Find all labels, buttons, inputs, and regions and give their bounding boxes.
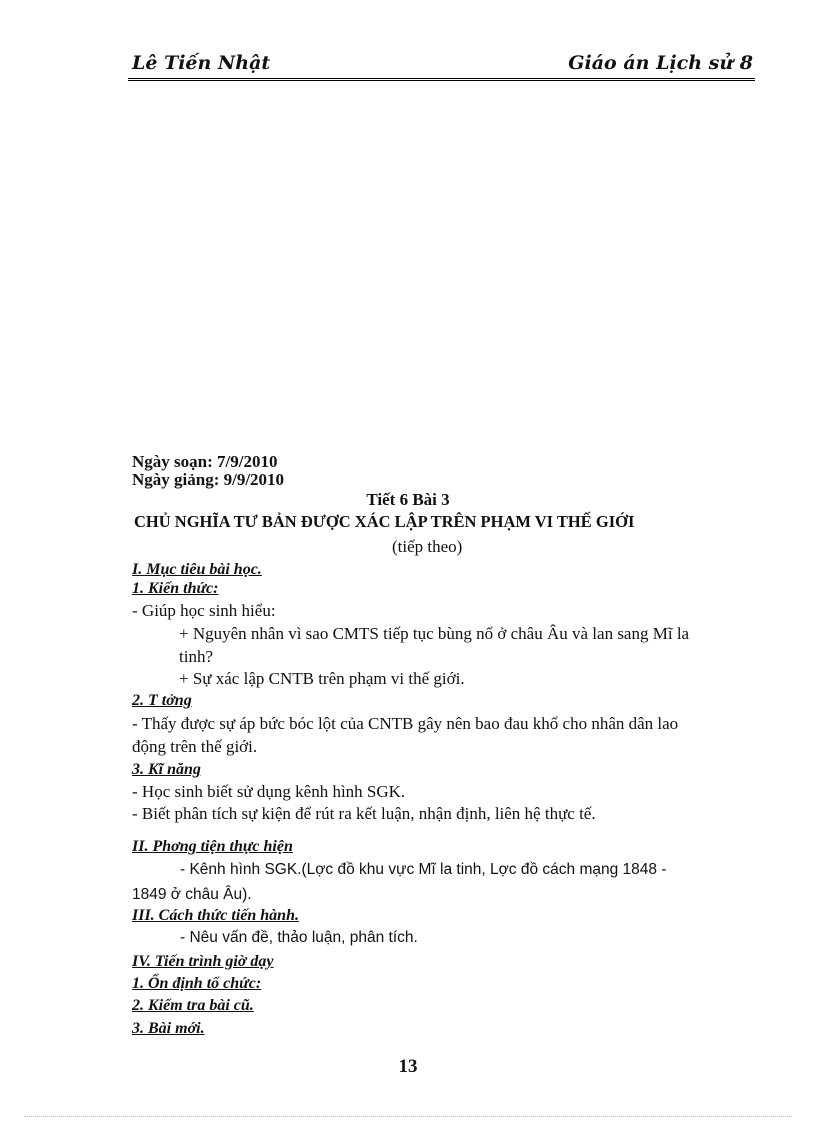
skills-heading: 3. Kĩ năng (132, 761, 201, 778)
thought-heading: 2. T tởng (132, 692, 192, 709)
section-3-heading: III. Cách thức tiến hành. (132, 907, 299, 924)
knowledge-item-2: + Sự xác lập CNTB trên phạm vi thế giới. (179, 669, 465, 688)
teach-date: Ngày giảng: 9/9/2010 (132, 470, 285, 489)
thought-line-1: - Thấy được sự áp bức bóc lột của CNTB gây nên bao đau khổ cho nhân dân lao (132, 714, 679, 733)
page-number: 13 (398, 1056, 418, 1077)
materials-line-2: 1849 ở châu Âu). (132, 886, 252, 903)
materials-line-1: - Kênh hình SGK.(Lợc đồ khu vực Mĩ la tinh, Lợc đồ cách mạng 1848 - (180, 861, 667, 878)
knowledge-item-1: + Nguyên nhân vì sao CMTS tiếp tục bùng nổ ở châu Âu và lan sang Mĩ la (179, 624, 690, 643)
skill-1: - Học sinh biết sử dụng kênh hình SGK. (132, 782, 406, 801)
lesson-continued: (tiếp theo) (392, 537, 463, 556)
header-author: Lê Tiến Nhật (132, 52, 271, 74)
lesson-title: CHỦ NGHĨA TƯ BẢN ĐƯỢC XÁC LẬP TRÊN PHẠM VI THẾ GIỚI (134, 512, 635, 531)
prep-date: Ngày soạn: 7/9/2010 (132, 452, 278, 471)
step-2: 2. Kiểm tra bài cũ. (132, 997, 254, 1014)
section-1-heading: I. Mục tiêu bài học. (132, 561, 262, 578)
step-1: 1. Ổn định tổ chức: (132, 975, 262, 992)
bottom-divider (24, 1116, 792, 1117)
thought-line-2: động trên thế giới. (132, 737, 258, 756)
method-line: - Nêu vấn đề, thảo luận, phân tích. (180, 929, 418, 946)
section-2-heading: II. Phơng tiện thực hiện (132, 838, 293, 855)
header-subject: Giáo án Lịch sử 8 (568, 52, 753, 74)
lesson-number: Tiết 6 Bài 3 (366, 490, 450, 509)
knowledge-heading: 1. Kiến thức: (132, 580, 219, 597)
page-header (128, 52, 755, 81)
skill-2: - Biết phân tích sự kiện để rút ra kết luận, nhận định, liên hệ thực tế. (132, 804, 596, 823)
section-4-heading: IV. Tiến trình giờ dạy (132, 953, 274, 970)
knowledge-item-1-cont: tinh? (179, 647, 213, 666)
knowledge-intro: - Giúp học sinh hiểu: (132, 601, 276, 620)
step-3: 3. Bài mới. (132, 1020, 205, 1037)
